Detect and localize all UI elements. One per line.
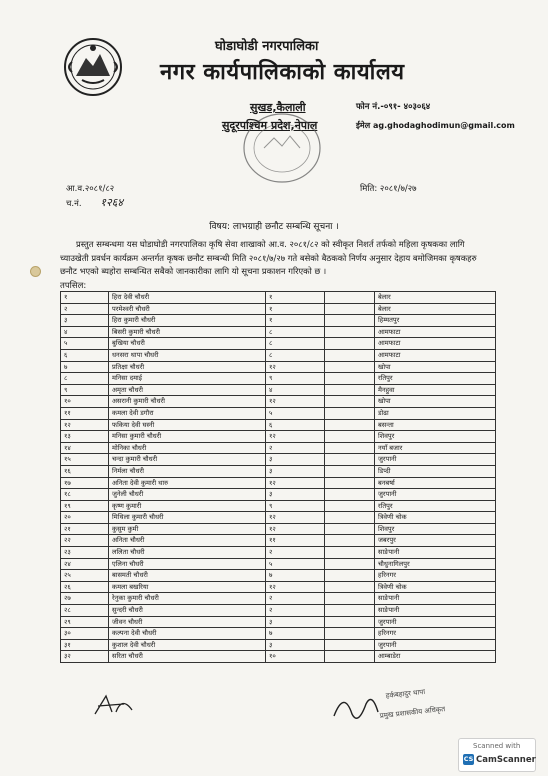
farmer-name: फकिया देवी घस्नी [109, 419, 266, 431]
empty-cell [325, 523, 375, 535]
row-number: २३ [61, 547, 109, 559]
table-row [61, 489, 496, 501]
office-round-stamp [234, 104, 330, 192]
place-name: खोपा [375, 361, 496, 373]
row-number: ८ [61, 373, 109, 385]
empty-cell [325, 570, 375, 582]
row-number: २९ [61, 616, 109, 628]
farmer-name: मनिसा दमाई [109, 373, 266, 385]
row-number: १९ [61, 500, 109, 512]
ward-number: ६ [266, 419, 325, 431]
initials-signature [90, 690, 140, 720]
table-row [61, 477, 496, 489]
place-name: नयाँ बजार [375, 442, 496, 454]
table-row [61, 419, 496, 431]
row-number: १० [61, 396, 109, 408]
empty-cell [325, 396, 375, 408]
table-row [61, 535, 496, 547]
table-row [61, 384, 496, 396]
ward-number: १ [266, 292, 325, 304]
row-number: ३१ [61, 639, 109, 651]
stamp-officer-name: हर्कबहादुर थापा [385, 687, 426, 700]
table-row [61, 581, 496, 593]
farmer-name: असरानी कुमारी चौधरी [109, 396, 266, 408]
dispatch-number: १२६४ [100, 196, 124, 209]
dispatch-label: च.नं. [66, 199, 82, 209]
officer-signature-and-stamp [330, 686, 480, 730]
table-row [61, 338, 496, 350]
farmer-name: परमेश्वरी चौधरी [109, 303, 266, 315]
empty-cell [325, 581, 375, 593]
empty-cell [325, 465, 375, 477]
ward-number: १२ [266, 581, 325, 593]
list-heading: तपसिल: [60, 281, 87, 291]
table-row [61, 396, 496, 408]
ward-number: २ [266, 593, 325, 605]
place-name: जुरपानी [375, 454, 496, 466]
farmer-name: बुखिया चौधरी [109, 338, 266, 350]
farmer-name: जुनेली चौधरी [109, 489, 266, 501]
place-name: खोपा [375, 396, 496, 408]
row-number: ३० [61, 628, 109, 640]
row-number: २० [61, 512, 109, 524]
municipality-name: घोडाघोडी नगरपालिका [215, 39, 319, 54]
empty-cell [325, 454, 375, 466]
ward-number: ३ [266, 616, 325, 628]
farmer-name: कुशाल देवी चौधरी [109, 639, 266, 651]
place-name: जुरपानी [375, 639, 496, 651]
row-number: ३२ [61, 651, 109, 663]
farmer-name: ललिता चौधरी [109, 547, 266, 559]
farmer-name: निर्मला चौधरी [109, 465, 266, 477]
empty-cell [325, 605, 375, 617]
table-row [61, 442, 496, 454]
row-number: ७ [61, 361, 109, 373]
farmer-name: मनिसा कुमारी चौधरी [109, 431, 266, 443]
row-number: ९ [61, 384, 109, 396]
farmer-name: अमृता चौधरी [109, 384, 266, 396]
empty-cell [325, 535, 375, 547]
ward-number: ३ [266, 465, 325, 477]
ward-number: १० [266, 651, 325, 663]
farmer-name: सुन्दरी चौधरी [109, 605, 266, 617]
empty-cell [325, 558, 375, 570]
farmer-name: कमला देवी डगौरा [109, 407, 266, 419]
row-number: १८ [61, 489, 109, 501]
row-number: १३ [61, 431, 109, 443]
farmer-name: कुसुम कुमी [109, 523, 266, 535]
empty-cell [325, 338, 375, 350]
email-line [356, 120, 515, 131]
empty-cell [325, 628, 375, 640]
place-name: आमफाटा [375, 326, 496, 338]
email-address: ag.ghodaghodimun@gmail.com [372, 121, 515, 130]
empty-cell [325, 326, 375, 338]
dispatch-number-line [66, 195, 123, 210]
empty-cell [325, 512, 375, 524]
row-number: ३ [61, 315, 109, 327]
table-row [61, 431, 496, 443]
camscanner-logo-icon: CS [463, 755, 474, 763]
letter-subject: विषय: लाभग्राही छनौट सम्बन्धि सूचना । [209, 222, 339, 232]
place-name: डोढा [375, 407, 496, 419]
table-row [61, 558, 496, 570]
farmer-name: हिरा कुमारी चौधरी [109, 315, 266, 327]
table-row [61, 523, 496, 535]
table-row [61, 593, 496, 605]
farmer-name: चन्दा कुमारी चौधरी [109, 454, 266, 466]
camscanner-logo-text [463, 754, 536, 765]
row-number: १२ [61, 419, 109, 431]
place-name: हरिनगर [375, 628, 496, 640]
office-title: नगर कार्यपालिकाको कार्यालय [160, 60, 405, 85]
table-row [61, 605, 496, 617]
ward-number: २ [266, 442, 325, 454]
place-name: त्रिवेणी चोक [375, 512, 496, 524]
row-number: १५ [61, 454, 109, 466]
ward-number: १२ [266, 512, 325, 524]
table-row [61, 465, 496, 477]
place-name: शिवपुर [375, 431, 496, 443]
district-address: सुखड,कैलाली [250, 101, 306, 114]
stamp-officer-title: प्रमुख प्रशासकीय अधिकृत [379, 705, 446, 720]
farmer-name: बासमती चौधरी [109, 570, 266, 582]
empty-cell [325, 593, 375, 605]
place-name: रतिपुर [375, 373, 496, 385]
farmer-name: जीवन चौधरी [109, 616, 266, 628]
farmer-name: कृष्ण कुमारी [109, 500, 266, 512]
camscanner-badge [458, 738, 536, 772]
empty-cell [325, 407, 375, 419]
ward-number: ११ [266, 535, 325, 547]
empty-cell [325, 303, 375, 315]
farmer-name: मिथिला कुमारी चौधरी [109, 512, 266, 524]
farmer-name: अनिता देवी कुमारी थारु [109, 477, 266, 489]
farmer-name: कल्पना देवी चौधरी [109, 628, 266, 640]
empty-cell [325, 616, 375, 628]
fiscal-year: आ.व.२०८१/८२ [66, 184, 115, 194]
phone-number: फोन नं.-०९१- ४०३०६४ [356, 102, 431, 112]
beneficiary-table [60, 291, 496, 663]
ward-number: १२ [266, 477, 325, 489]
farmer-name: एलिना चौधरी [109, 558, 266, 570]
empty-cell [325, 489, 375, 501]
place-name: शिवपुर [375, 523, 496, 535]
table-row [61, 628, 496, 640]
ward-number: ५ [266, 407, 325, 419]
place-name: मैनहुवा [375, 384, 496, 396]
row-number: २५ [61, 570, 109, 582]
place-name: त्रिवेणी चोक [375, 581, 496, 593]
row-number: २२ [61, 535, 109, 547]
place-name: आमफाटा [375, 338, 496, 350]
farmer-name: रेनुका कुमारी चौधरी [109, 593, 266, 605]
table-row [61, 349, 496, 361]
table-row [61, 292, 496, 304]
table-row [61, 373, 496, 385]
row-number: ४ [61, 326, 109, 338]
place-name: जबरपुर [375, 535, 496, 547]
email-label: ईमेल [356, 121, 371, 130]
ward-number: १२ [266, 396, 325, 408]
row-number: २१ [61, 523, 109, 535]
ward-number: २ [266, 605, 325, 617]
place-name: जुरपानी [375, 489, 496, 501]
farmer-name: कमला बखरिया [109, 581, 266, 593]
table-row [61, 361, 496, 373]
table-row [61, 512, 496, 524]
place-name: बेलार [375, 292, 496, 304]
farmer-name: सरिता चौधरी [109, 651, 266, 663]
empty-cell [325, 547, 375, 559]
ward-number: २ [266, 547, 325, 559]
empty-cell [325, 315, 375, 327]
row-number: २४ [61, 558, 109, 570]
row-number: २७ [61, 593, 109, 605]
farmer-name: बिसरी कुमारी चौधरी [109, 326, 266, 338]
ward-number: ९ [266, 500, 325, 512]
ward-number: १२ [266, 523, 325, 535]
farmer-name: मोनिका चौधरी [109, 442, 266, 454]
row-number: १७ [61, 477, 109, 489]
empty-cell [325, 442, 375, 454]
place-name: साङेपानी [375, 605, 496, 617]
row-number: २ [61, 303, 109, 315]
empty-cell [325, 477, 375, 489]
empty-cell [325, 419, 375, 431]
ward-number: ३ [266, 454, 325, 466]
empty-cell [325, 373, 375, 385]
place-name: बसन्ता [375, 419, 496, 431]
empty-cell [325, 349, 375, 361]
place-name: रतिपुर [375, 500, 496, 512]
table-row [61, 570, 496, 582]
empty-cell [325, 651, 375, 663]
place-name: हरिनगर [375, 570, 496, 582]
nepal-government-emblem-icon [62, 36, 124, 98]
place-name: आमफाटा [375, 349, 496, 361]
ward-number: ३ [266, 639, 325, 651]
farmer-name: हिरा देवी चौधरी [109, 292, 266, 304]
table-row [61, 651, 496, 663]
row-number: १ [61, 292, 109, 304]
ward-number: ३ [266, 489, 325, 501]
scanned-with-label: Scanned with [473, 742, 521, 750]
farmer-name: धनसरा थापा चौधरी [109, 349, 266, 361]
row-number: १६ [61, 465, 109, 477]
table-row [61, 315, 496, 327]
ward-number: १ [266, 303, 325, 315]
empty-cell [325, 292, 375, 304]
punch-hole-mark [30, 266, 41, 277]
empty-cell [325, 431, 375, 443]
ward-number: ७ [266, 628, 325, 640]
ward-number: १२ [266, 431, 325, 443]
row-number: ६ [61, 349, 109, 361]
place-name: साङेपानी [375, 593, 496, 605]
ward-number: ८ [266, 338, 325, 350]
province-address: सुदूरपश्चिम प्रदेश,नेपाल [222, 119, 318, 132]
empty-cell [325, 639, 375, 651]
table-row [61, 639, 496, 651]
ward-number: ९ [266, 373, 325, 385]
letter-body: प्रस्तुत सम्बन्धमा यस घोडाघोडी नगरपालिका कृषि सेवा शाखाको आ.व. २०८१/८२ को स्वीकृत निशर्त तर्फको महिला कृषकका लागि च्याउखेती प्रवर्धन कार्यक्रम अन्तर्गत कृषक छनौट सम्बन्धी मिति २०८१/७/२७ गते बसेको बैठकको निर्णय अनुसार देहाय बमोजिमका कृषकहरु छनौट भएको ब्यहोरा सम्बन्धित सबैको जानकारीका लागि यो सूचना प्रकाशन गरिएको छ । [60, 239, 477, 276]
farmer-name: प्रतिक्षा चौधरी [109, 361, 266, 373]
row-number: १४ [61, 442, 109, 454]
table-row [61, 326, 496, 338]
ward-number: ४ [266, 384, 325, 396]
place-name: जुरपानी [375, 616, 496, 628]
ward-number: ८ [266, 326, 325, 338]
place-name: चौधुनागिलपुर [375, 558, 496, 570]
row-number: २८ [61, 605, 109, 617]
place-name: बेलार [375, 303, 496, 315]
empty-cell [325, 500, 375, 512]
table-row [61, 407, 496, 419]
camscanner-app-name: CamScanner [476, 755, 536, 765]
beneficiary-table-body [61, 292, 496, 663]
place-name: हिम्मतपुर [375, 315, 496, 327]
letter-date: मिति: २०८१/७/२७ [360, 184, 417, 194]
empty-cell [325, 361, 375, 373]
row-number: ११ [61, 407, 109, 419]
ward-number: १२ [266, 361, 325, 373]
farmer-name: अनिता चौधरी [109, 535, 266, 547]
table-row [61, 303, 496, 315]
place-name: डिप्दी [375, 465, 496, 477]
place-name: बनबर्षा [375, 477, 496, 489]
ward-number: ७ [266, 570, 325, 582]
ward-number: १ [266, 315, 325, 327]
table-row [61, 454, 496, 466]
table-row [61, 547, 496, 559]
row-number: २६ [61, 581, 109, 593]
table-row [61, 500, 496, 512]
place-name: आम्बाडेरा [375, 651, 496, 663]
row-number: ५ [61, 338, 109, 350]
table-row [61, 616, 496, 628]
ward-number: ५ [266, 558, 325, 570]
ward-number: ८ [266, 349, 325, 361]
empty-cell [325, 384, 375, 396]
place-name: साङेपानी [375, 547, 496, 559]
